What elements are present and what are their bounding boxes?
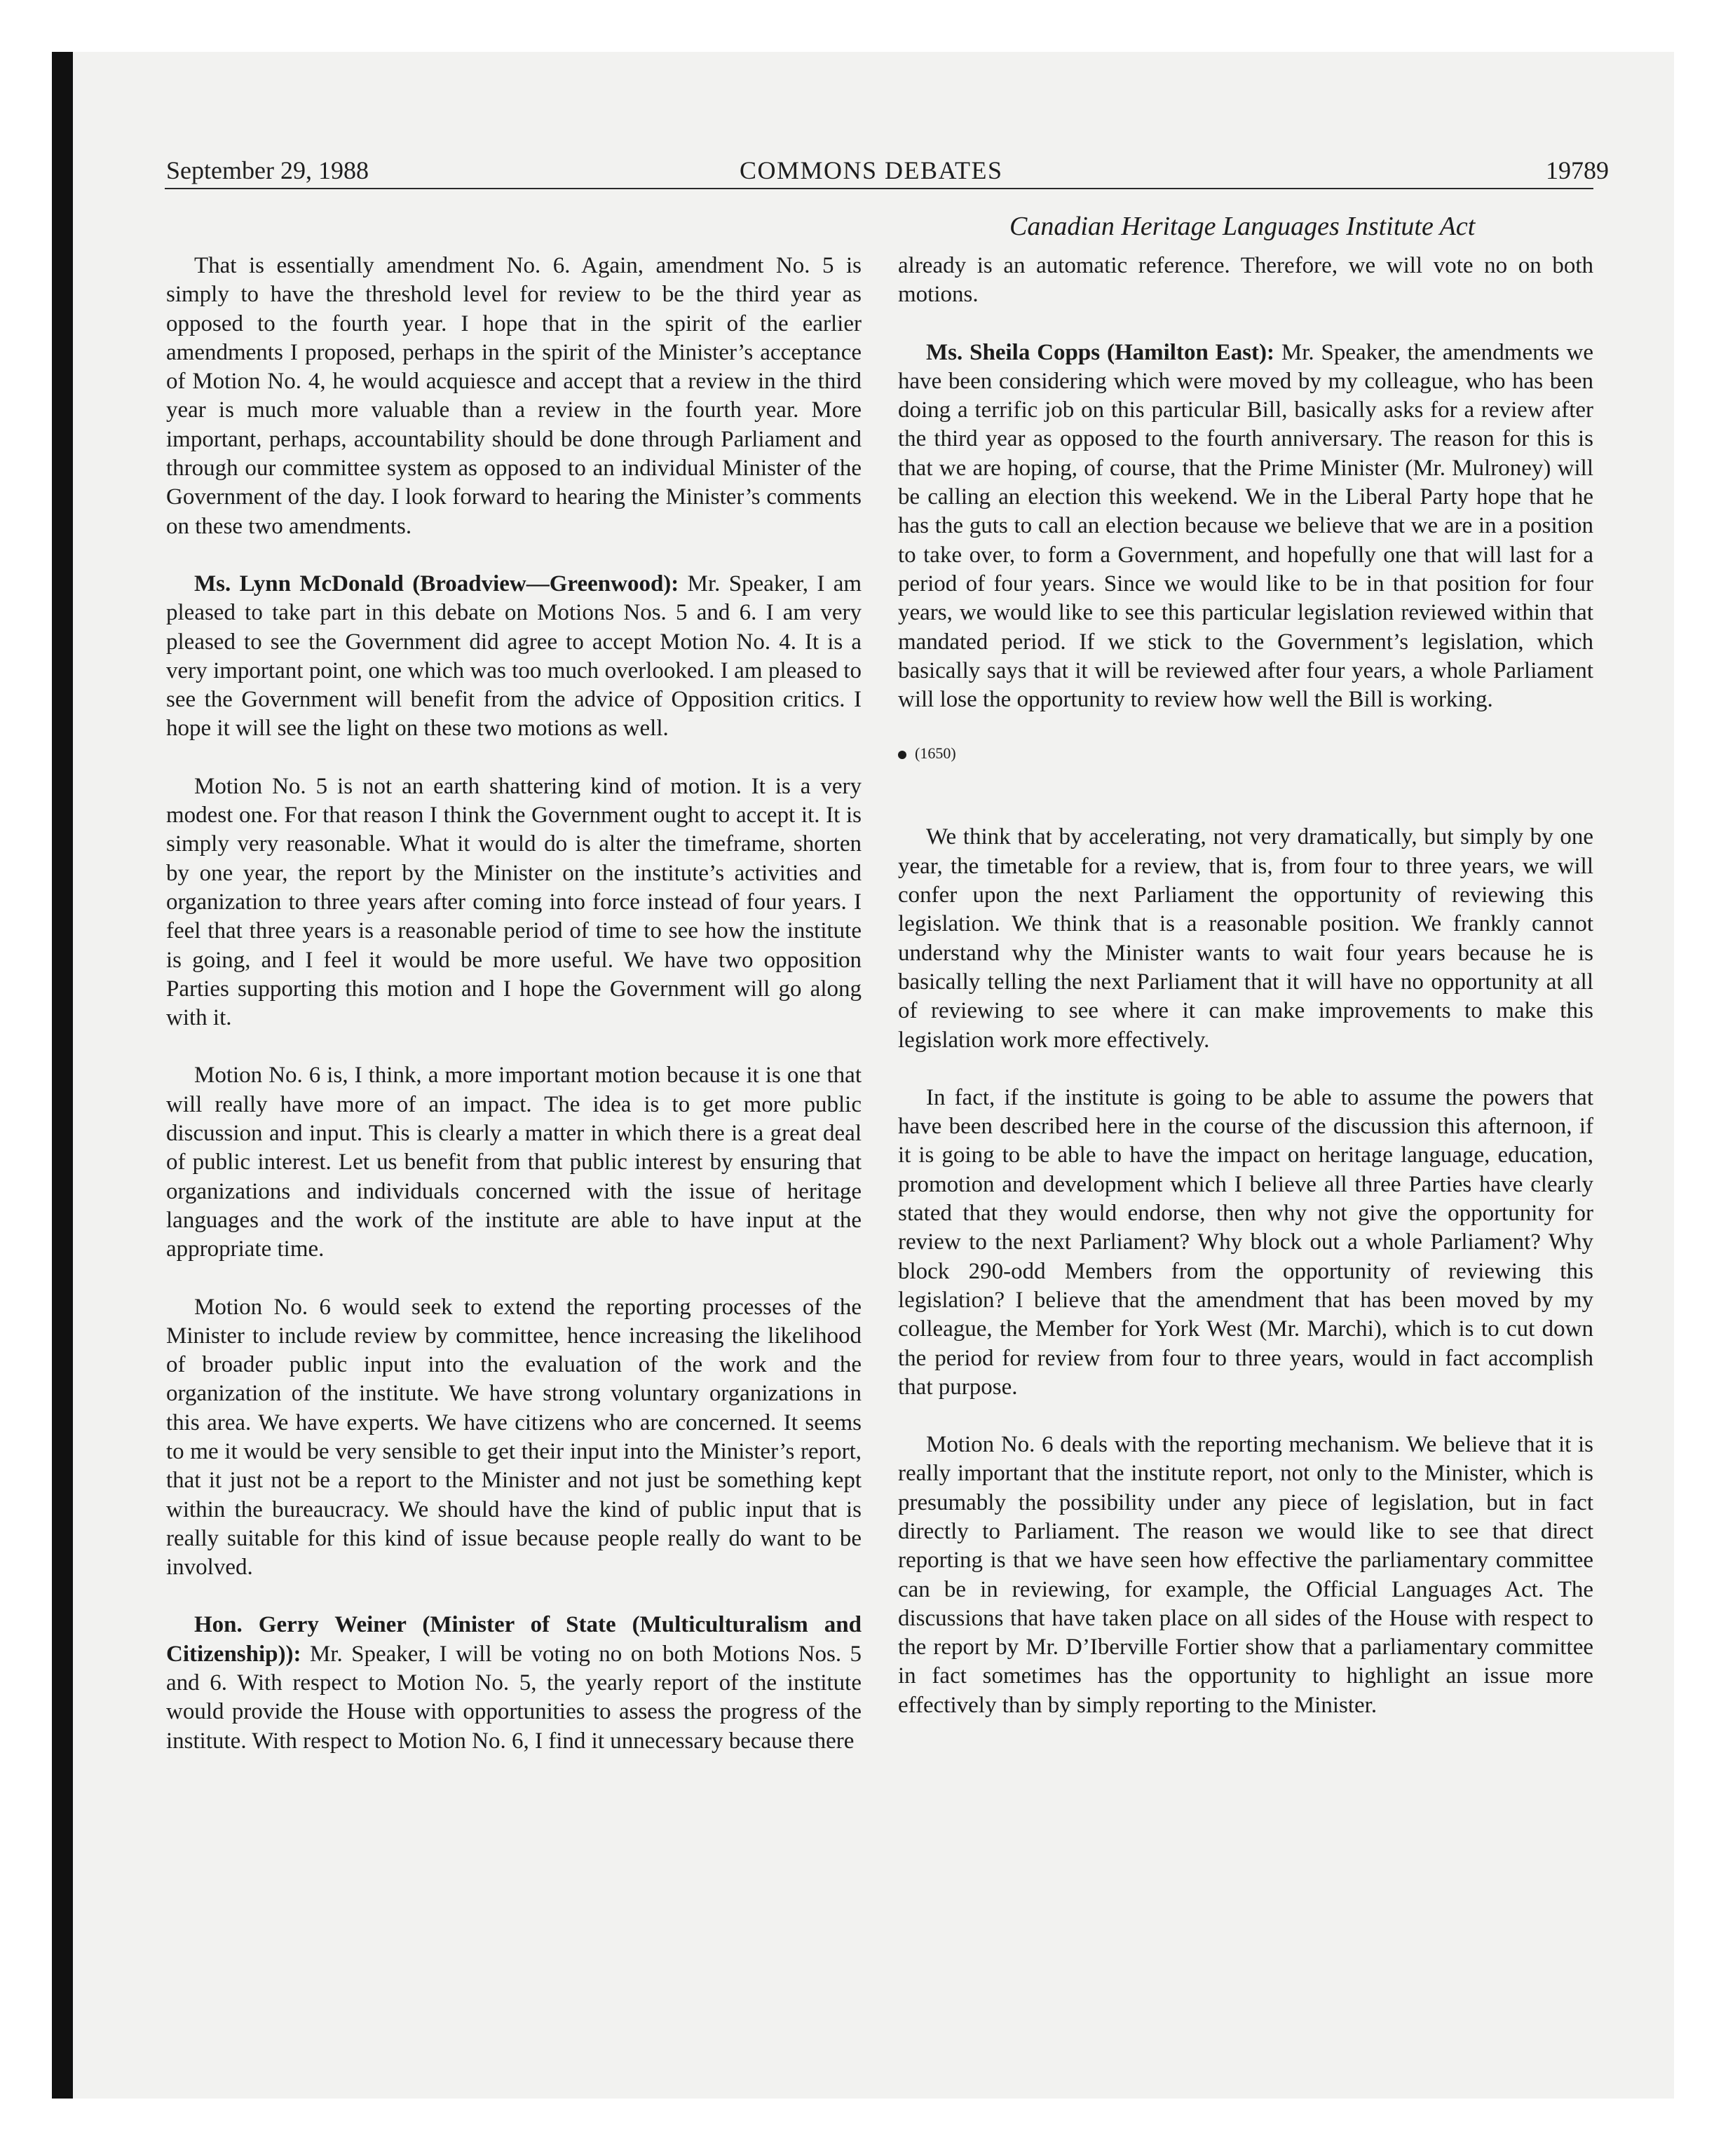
paragraph-continued: already is an automatic reference. Therefore, we will vote no on both motions. [898,253,1593,308]
paragraph: We think that by accelerating, not very dramatically, but simply by one year, the timetable for a review, that is, from four to three years, we will confer upon the next Parliament the opportunity of reviewing this legislation. We think that is a reasonable position. We frankly cannot understand why the Minister wants to wait four years because he is basically telling the next Parliament that it will have no opportunity at all of reviewing to see where it can make improvements to make this legislation work more effectively. [898,824,1593,1053]
paragraph: Motion No. 6 deals with the reporting mechanism. We believe that it is really important that the institute report, not only to the Minister, which is presumably the possibility under any piece of legislation, but in fact directly to Parliament. The reason we would like to see that direct reporting is that we have seen how effective the parliamentary committee can be in reviewing, for example, the Official Languages Act. The discussions that have taken place on all sides of the House with respect to the report by Mr. D’Iberville Fortier show that a parliamentary committee in fact sometimes has the opportunity to highlight an issue more effectively than by simply reporting to the Minister. [898,1432,1593,1718]
header-publication: COMMONS DEBATES [740,156,1003,184]
scan-binding-edge [52,52,73,2099]
speaker-name: Ms. Lynn McDonald (Broadview—Greenwood): [194,571,679,596]
paragraph: Motion No. 6 would seek to extend the reporting processes of the Minister to include review by committee, hence increasing the likelihood of broader public input into the evaluation of the work and the organization of the institute. We have strong voluntary organizations in this area. We have experts. We have citizens who are concerned. It seems to me it would be very sensible to get their input into the Minister’s report, that it just not be a report to the Minister and not just be something kept within the bureaucracy. We should have the kind of public input that is really suitable for this kind of issue because people really do want to be involved. [166,1294,862,1581]
header-rule [165,188,1593,189]
bullet-icon [898,751,906,759]
time-marker-text: (1650) [915,744,956,763]
paragraph: Motion No. 5 is not an earth shattering kind of motion. It is a very modest one. For that reason I think the Government ought to accept it. It is simply very reasonable. What it would do is alter the timeframe, shorten by one year, the report by the Minister on the institute’s activities and organization to three years after coming into force instead of four years. I feel that three years is a reasonable period of time to see how the institute is going, and I feel it would be more useful. We have two opposition Parties supporting this motion and I hope the Government will go along with it. [166,773,862,1031]
speech-text: Mr. Speaker, I will be voting no on both Motions Nos. 5 and 6. With respect to Motion No. 5, the yearly report of the institute would provide the House with opportunities to assess the progress of the institute. With respect to Motion No. 6, I find it unnecessary because there [166,1641,862,1754]
time-marker [898,743,1593,764]
speaker-name: Ms. Sheila Copps (Hamilton East): [926,339,1274,365]
running-title: Canadian Heritage Languages Institute Act [1009,212,1476,241]
header-page-number: 19789 [1546,156,1609,184]
speech-paragraph [166,1611,862,1755]
left-column [166,252,862,1785]
speech-paragraph [166,570,862,744]
speaker-name: Hon. Gerry Weiner (Minister of State (Multiculturalism and Citizenship)): [166,1612,862,1667]
right-column [898,252,1593,1749]
paragraph: In fact, if the institute is going to be able to assume the powers that have been described here in the course of the discussion this afternoon, if it is going to be able to have the impact on heritage language, education, promotion and development which I believe all three Parties have clearly stated that they would endorse, then why not give the opportunity for review to the next Parliament? Why block out a whole Parliament? Why block 290-odd Members from the opportunity of reviewing this legislation? I believe that the amendment that has been moved by my colleague, the Member for York West (Mr. Marchi), which is to cut down the period for review from four to three years, would in fact accomplish that purpose. [898,1084,1593,1400]
speech-text: Mr. Speaker, I am pleased to take part in this debate on Motions Nos. 5 and 6. I am very pleased to see the Government did agree to accept Motion No. 4. It is a very important point, one which was too much overlooked. I am pleased to see the Government will benefit from the advice of Opposition critics. I hope it will see the light on these two motions as well. [166,571,862,742]
paragraph: That is essentially amendment No. 6. Again, amendment No. 5 is simply to have the threshold level for review to be the third year as opposed to the fourth year. I hope that in the spirit of the earlier amendments I proposed, perhaps in the spirit of the Minister’s acceptance of Motion No. 4, he would acquiesce and accept that a review in the third year is much more valuable than a review in the fourth year. More important, perhaps, accountability should be done through Parliament and through our committee system as opposed to an individual Minister of the Government of the day. I look forward to hearing the Minister’s comments on these two amendments. [166,253,862,539]
header-date: September 29, 1988 [166,156,369,184]
speech-paragraph [898,339,1593,715]
speech-text: Mr. Speaker, the amendments we have been considering which were moved by my colleague, who has been doing a terrific job on this particular Bill, basically asks for a review after the third year as opposed to the fourth anniversary. The reason for this is that we are hoping, of course, that the Prime Minister (Mr. Mulroney) will be calling an election this weekend. We in the Liberal Party hope that he has the guts to call an election because we believe that we are in a position to take over, to form a Government, and hopefully one that will last for a period of four years. Since we would like to be in that position for four years, we would like to see this particular legislation reviewed within that mandated period. If we stick to the Government’s legislation, which basically says that it will be reviewed after four years, a whole Parliament will lose the opportunity to review how well the Bill is working. [898,339,1593,713]
paragraph: Motion No. 6 is, I think, a more important motion because it is one that will really have more of an impact. The idea is to get more public discussion and input. This is clearly a matter in which there is a great deal of public interest. Let us benefit from that public interest by ensuring that organizations and individuals concerned with the issue of heritage languages and the work of the institute are able to have input at the appropriate time. [166,1063,862,1262]
